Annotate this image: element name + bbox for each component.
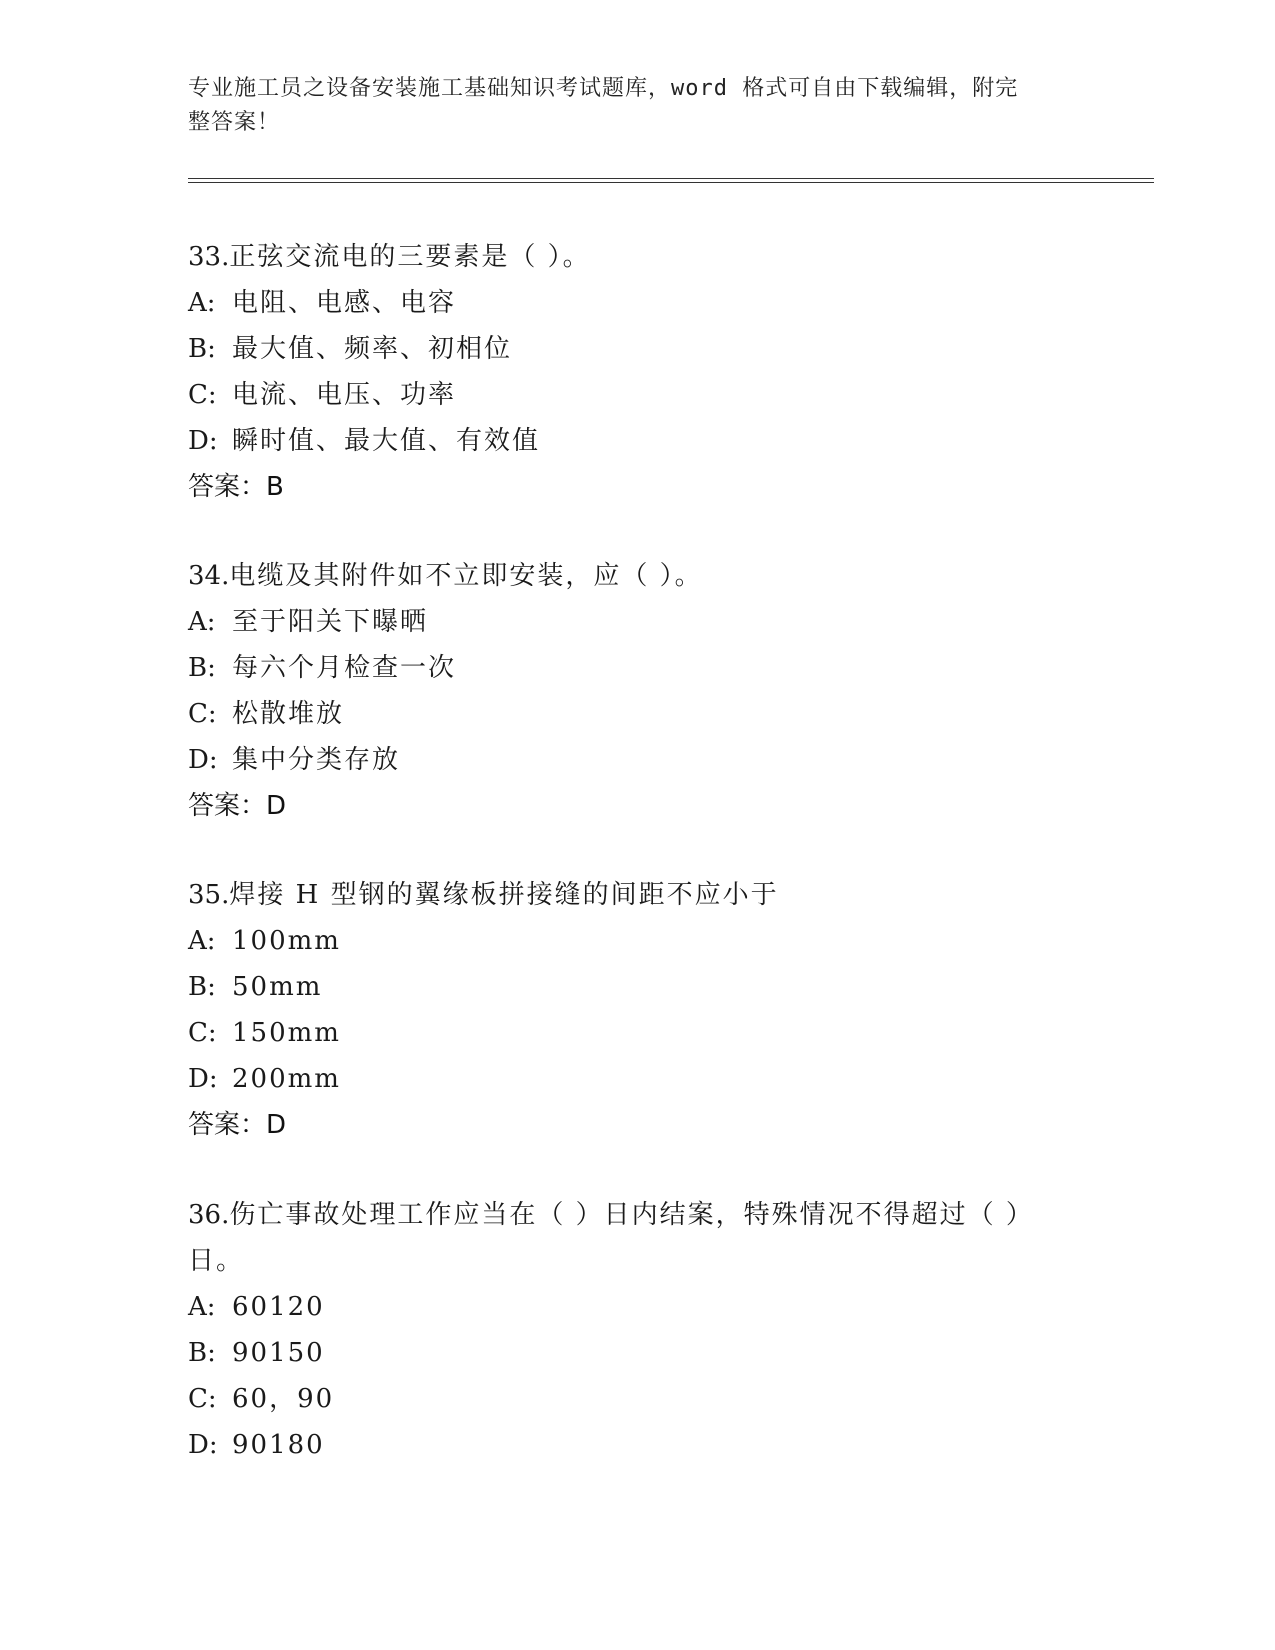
option-letter: B:	[188, 334, 216, 364]
question-stem	[188, 1192, 1088, 1238]
option-text: 每六个月检查一次	[232, 653, 457, 683]
option-text: 90150	[232, 1338, 325, 1368]
option-text: 60，90	[232, 1384, 335, 1414]
header-line-1: 专业施工员之设备安装施工基础知识考试题库，word 格式可自由下载编辑，附完	[188, 76, 1019, 101]
question-number: 35.	[188, 880, 230, 910]
option-letter: B:	[188, 653, 216, 683]
option-a	[188, 1284, 1088, 1330]
answer-line: 答案：B	[188, 472, 284, 502]
option-text: 瞬时值、最大值、有效值	[232, 426, 541, 456]
question-35	[188, 872, 1088, 1148]
option-c	[188, 1376, 1088, 1422]
option-letter: C:	[188, 1018, 217, 1048]
answer-line: 答案：D	[188, 1110, 287, 1140]
option-letter: C:	[188, 380, 217, 410]
question-number: 36.	[188, 1200, 230, 1230]
option-text: 电流、电压、功率	[232, 380, 457, 410]
option-d	[188, 737, 1088, 783]
option-d	[188, 1056, 1088, 1102]
option-text: 松散堆放	[232, 699, 345, 729]
question-stem-continued: 日。	[188, 1246, 245, 1276]
option-letter: A:	[188, 926, 216, 956]
question-text: 伤亡事故处理工作应当在（ ）日内结案，特殊情况不得超过（ ）	[229, 1200, 1034, 1230]
option-c	[188, 1010, 1088, 1056]
answer-line: 答案：D	[188, 791, 287, 821]
question-34	[188, 553, 1088, 829]
option-b	[188, 1330, 1088, 1376]
question-stem	[188, 553, 1088, 599]
question-stem	[188, 872, 1088, 918]
option-text: 电阻、电感、电容	[232, 288, 457, 318]
option-text: 100mm	[232, 926, 341, 956]
option-text: 60120	[232, 1292, 325, 1322]
option-text: 200mm	[232, 1064, 341, 1094]
option-letter: D:	[188, 1430, 218, 1460]
option-letter: D:	[188, 426, 218, 456]
option-letter: A:	[188, 288, 216, 318]
option-c	[188, 691, 1088, 737]
option-letter: B:	[188, 1338, 216, 1368]
question-text: 电缆及其附件如不立即安装，应（ ）。	[229, 561, 703, 591]
option-a	[188, 599, 1088, 645]
question-number: 33.	[188, 242, 230, 272]
option-text: 集中分类存放	[232, 745, 401, 775]
option-letter: C:	[188, 699, 217, 729]
option-b	[188, 326, 1088, 372]
option-d	[188, 1422, 1088, 1468]
question-33	[188, 234, 1088, 510]
option-a	[188, 280, 1088, 326]
option-letter: C:	[188, 1384, 217, 1414]
option-a	[188, 918, 1088, 964]
option-text: 至于阳关下曝晒	[232, 607, 429, 637]
option-letter: D:	[188, 1064, 218, 1094]
option-b	[188, 964, 1088, 1010]
question-text: 焊接 H 型钢的翼缘板拼接缝的间距不应小于	[229, 880, 779, 910]
option-text: 最大值、频率、初相位	[232, 334, 513, 364]
option-letter: B:	[188, 972, 216, 1002]
question-36	[188, 1192, 1088, 1468]
option-letter: A:	[188, 1292, 216, 1322]
document-header	[188, 72, 1068, 140]
header-divider-bottom	[188, 182, 1154, 183]
option-text: 50mm	[232, 972, 323, 1002]
question-text: 正弦交流电的三要素是（ ）。	[229, 242, 591, 272]
option-text: 90180	[232, 1430, 325, 1460]
option-d	[188, 418, 1088, 464]
header-line-2: 整答案！	[188, 110, 281, 135]
question-number: 34.	[188, 561, 230, 591]
option-b	[188, 645, 1088, 691]
option-letter: A:	[188, 607, 216, 637]
option-c	[188, 372, 1088, 418]
question-stem	[188, 234, 1088, 280]
option-letter: D:	[188, 745, 218, 775]
option-text: 150mm	[232, 1018, 341, 1048]
header-divider-top	[188, 178, 1154, 179]
